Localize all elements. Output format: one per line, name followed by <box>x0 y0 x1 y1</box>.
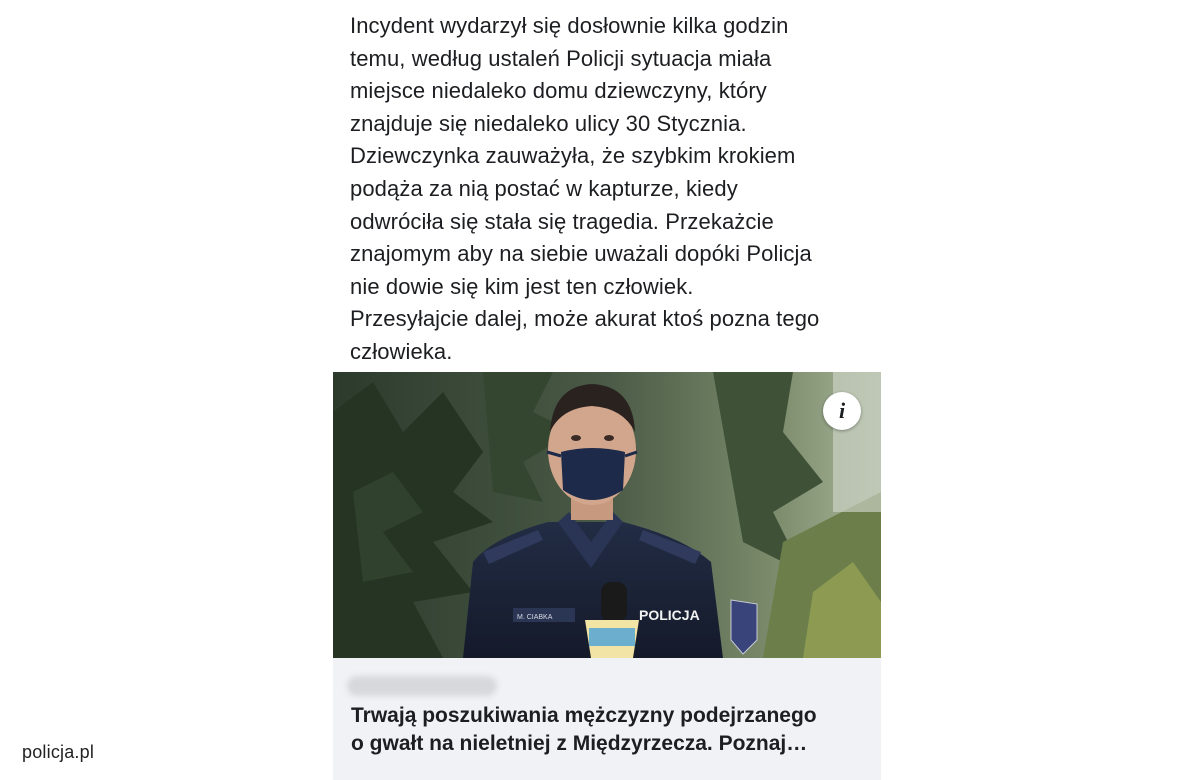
info-button[interactable] <box>823 392 861 430</box>
info-icon: i <box>838 398 846 423</box>
uniform-policja-label: POLICJA <box>639 607 700 623</box>
police-officer-photo <box>333 372 881 658</box>
blurred-link-source <box>347 676 497 696</box>
link-preview-image[interactable] <box>333 372 881 658</box>
name-tag-text: M. CIABKA <box>517 614 553 621</box>
link-preview-title[interactable]: Trwają poszukiwania mężczyzny podejrzanego o gwałt na nieletniej z Międzyrzecza. Poznaj… <box>351 704 817 755</box>
post-text: Incydent wydarzył się dosłownie kilka godzin temu, według ustaleń Policji sytuacja miała miejsce niedaleko domu dziewczyny, który znajduje się niedaleko ulicy 30 Stycznia. Dziewczynka zauważyła, że szybkim krokiem podąża za nią postać w kapturze, kiedy odwróciła się stała się tragedia. Przekażcie znajomym aby na siebie uważali dopóki Policja nie dowie się kim jest ten człowiek. Przesyłajcie dalej, może akurat ktoś pozna tego człowieka. <box>350 13 820 364</box>
watermark: policja.pl <box>22 742 95 762</box>
link-preview-card[interactable] <box>333 372 881 780</box>
